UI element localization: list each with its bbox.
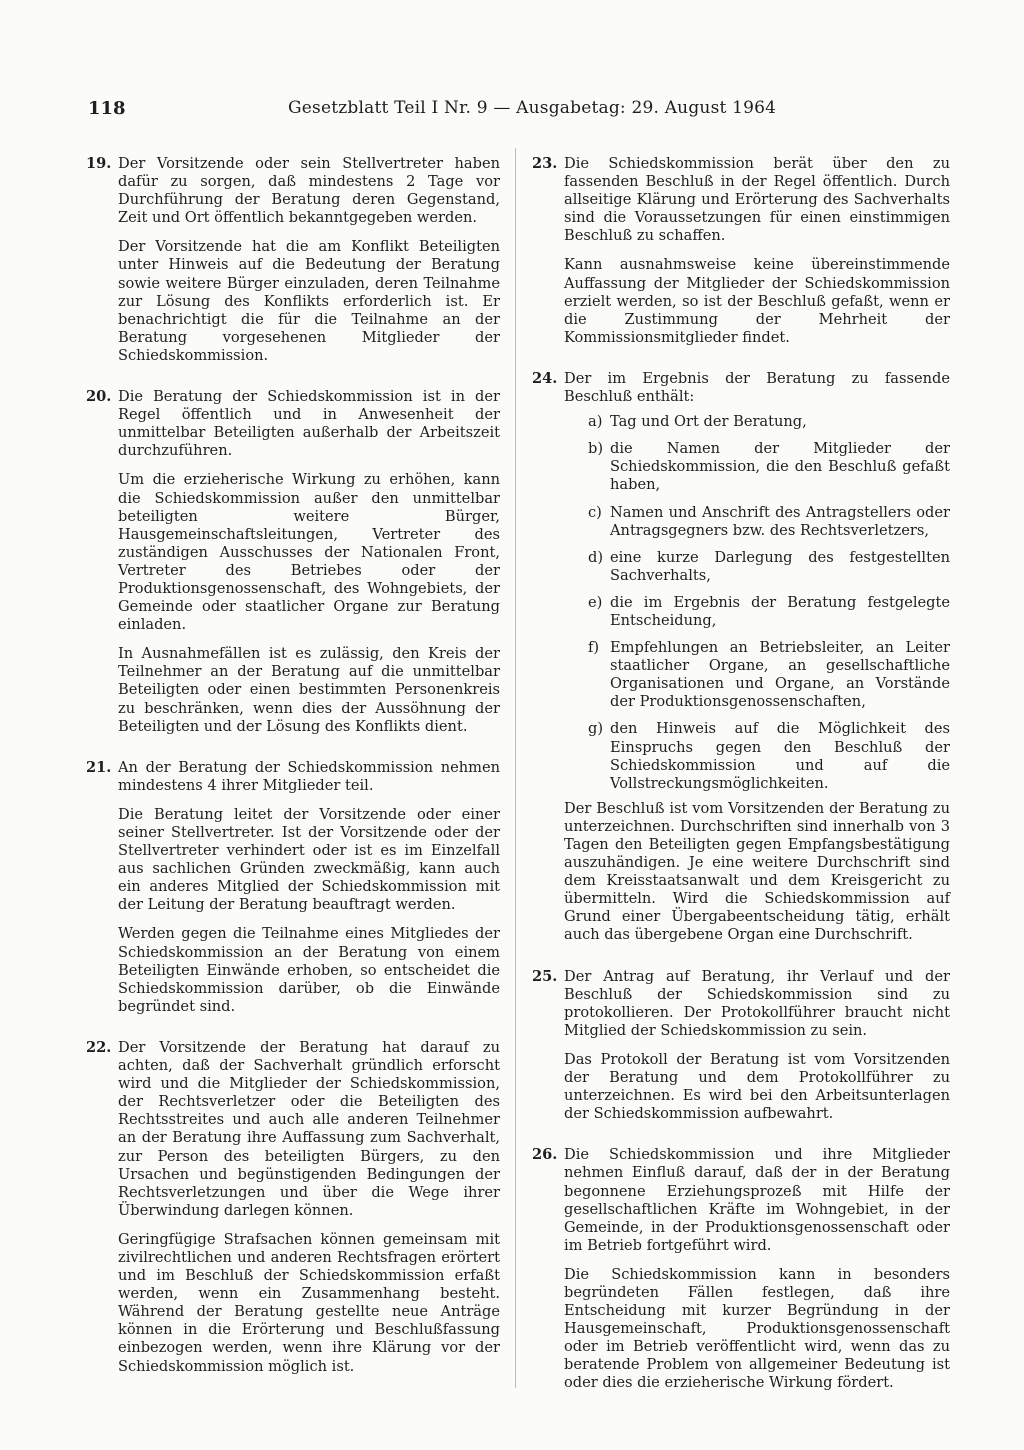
column-divider [515,148,516,1388]
section-paragraph: Die Schiedskommission kann in besonders begründeten Fällen festlegen, daß ihre Entscheidung mit kurzer Begründung in der Hausgemeinschaft, Produktionsgenossenschaft oder im Betrieb veröffentlicht wird, wenn das zu beratende Problem von allgemeiner Bedeutung ist oder dies die erzieherische Wirkung fördert. [564,1265,950,1392]
section-paragraph: Der Vorsitzende oder sein Stellvertreter haben dafür zu sorgen, daß mindestens 2 Tage vor Durchführung der Beratung deren Gegenstand, Zeit und Ort öffentlich bekanntgegeben werden. [118,155,500,227]
section-22 [86,1039,500,1376]
section-paragraph: Die Schiedskommission berät über den zu fassenden Beschluß in der Regel öffentlich. Durch allseitige Klärung und Erörterung des Sachverhalts sind die Voraussetzungen für einen einstimmigen Beschluß zu schaffen. [564,155,950,245]
section-paragraph: Der Beschluß ist vom Vorsitzenden der Beratung zu unterzeichnen. Durchschriften sind innerhalb von 3 Tagen den Beteiligten gegen Empfangsbestätigung auszuhändigen. Je eine weitere Durchschrift sind dem Kreisstaatsanwalt und dem Kreisgericht zu übermitteln. Wird die Schiedskommission auf Grund einer Übergabeentscheidung tätig, erhält auch das übergebene Organ eine Durchschrift. [564,799,950,944]
section-number: 21. [86,758,112,776]
item-text: die Namen der Mitglieder der Schiedskommission, die den Beschluß gefaßt haben, [610,440,950,494]
section-intro: Der im Ergebnis der Beratung zu fassende Beschluß enthält: [564,369,950,406]
section-24 [532,370,950,945]
section-paragraph: Der Antrag auf Beratung, ihr Verlauf und der Beschluß der Schiedskommission sind zu protokollieren. Der Protokollführer braucht nicht Mitglied der Schiedskommission zu sein. [564,967,950,1039]
section-paragraph: An der Beratung der Schiedskommission nehmen mindestens 4 ihrer Mitglieder teil. [118,758,500,794]
section-paragraph: Die Schiedskommission und ihre Mitglieder nehmen Einfluß darauf, daß der in der Beratung begonnene Erziehungsprozeß mit Hilfe der gesellschaftlichen Kräfte im Wohngebiet, in der Gemeinde, in der Produktionsgenossenschaft oder im Betrieb fortgeführt wird. [564,1146,950,1254]
section-23 [532,155,950,347]
section-20 [86,388,500,736]
right-column [532,155,950,1393]
section-number: 20. [86,388,112,406]
section-21 [86,759,500,1016]
item-text: eine kurze Darlegung des festgestellten Sachverhalts, [610,548,950,584]
item-letter: e) [588,593,603,611]
list-item [588,720,950,792]
list-item [588,594,950,630]
section-paragraph: Der Vorsitzende hat die am Konflikt Beteiligten unter Hinweis auf die Bedeutung der Beratung sowie weitere Bürger einzuladen, deren Teilnahme zur Lösung des Konflikts erforderlich ist. Er benachrichtigt die für die Teilnahme an der Beratung vorgesehenen Mitglieder der Schiedskommission. [118,238,500,364]
item-text: Namen und Anschrift des Antragstellers oder Antragsgegners bzw. des Rechtsverletzers, [610,503,950,539]
list-item [588,440,950,494]
item-letter: c) [588,503,602,521]
list-item [588,549,950,585]
section-paragraph: Kann ausnahmsweise keine übereinstimmende Auffassung der Mitglieder der Schiedskommission erzielt werden, so ist der Beschluß gefaßt, wenn er die Zustimmung der Mehrheit der Kommissionsmitglieder findet. [564,256,950,346]
item-text: Tag und Ort der Beratung, [610,413,807,431]
section-paragraph: Die Beratung leitet der Vorsitzende oder einer seiner Stellvertreter. Ist der Vorsitzende oder der Stellvertreter verhindert oder ist es im Einzelfall aus sachlichen Gründen zweckmäßig, kann auch ein anderes Mitglied der Schiedskommission mit der Leitung der Beratung beauftragt werden. [118,805,500,914]
item-list [564,413,950,793]
left-column [86,155,500,1376]
page-number: 118 [88,98,126,119]
section-number: 22. [86,1038,112,1056]
section-paragraph: In Ausnahmefällen ist es zulässig, den Kreis der Teilnehmer an der Beratung auf die unmittelbar Beteiligten oder einen bestimmten Personenkreis zu beschränken, wenn dies der Aussöhnung der Beteiligten und der Lösung des Konflikts dient. [118,645,500,735]
section-number: 19. [86,155,112,172]
page-header [88,98,968,128]
list-item [588,504,950,540]
section-number: 24. [532,369,558,387]
item-text: Empfehlungen an Betriebsleiter, an Leiter staatlicher Organe, an gesellschaftliche Organisationen und Organe, an Vorstände der Produktionsgenossenschaften, [610,639,950,711]
section-paragraph: Werden gegen die Teilnahme eines Mitgliedes der Schiedskommission an der Beratung von einem Beteiligten Einwände erhoben, so entscheidet die Schiedskommission darüber, ob die Einwände begründet sind. [118,925,500,1015]
item-text: die im Ergebnis der Beratung festgelegte Entscheidung, [610,593,950,629]
section-number: 23. [532,155,558,172]
section-number: 26. [532,1146,558,1164]
item-letter: g) [588,720,604,738]
list-item [588,639,950,711]
header-title: Gesetzblatt Teil I Nr. 9 — Ausgabetag: 29. August 1964 [288,98,777,118]
section-number: 25. [532,967,558,985]
item-letter: d) [588,548,604,566]
section-paragraph: Die Beratung der Schiedskommission ist in der Regel öffentlich und in Anwesenheit der unmittelbar Beteiligten außerhalb der Arbeitszeit durchzuführen. [118,388,500,460]
list-item [588,413,950,431]
section-25 [532,968,950,1124]
section-26 [532,1146,950,1392]
item-letter: f) [588,639,600,657]
section-paragraph: Der Vorsitzende der Beratung hat darauf zu achten, daß der Sachverhalt gründlich erforscht wird und die Mitglieder der Schiedskommission, der Rechtsverletzer oder die Beteiligten des Rechtsstreites und auch alle anderen Teilnehmer an der Beratung ihre Auffassung zum Sachverhalt, zur Person des beteiligten Bürgers, zu den Ursachen und begünstigenden Bedingungen der Rechtsverletzungen und über die Wege ihrer Überwindung darlegen können. [118,1038,500,1219]
section-paragraph: Das Protokoll der Beratung ist vom Vorsitzenden der Beratung und dem Protokollführer zu unterzeichnen. Es wird bei den Arbeitsunterlagen der Schiedskommission aufbewahrt. [564,1050,950,1123]
item-letter: b) [588,440,604,458]
section-19 [86,155,500,365]
section-paragraph: Geringfügige Strafsachen können gemeinsam mit zivilrechtlichen und anderen Rechtsfragen erörtert und im Beschluß der Schiedskommission erfaßt werden, wenn ein Zusammenhang besteht. Während der Beratung gestellte neue Anträge können in die Erörterung und Beschlußfassung einbezogen werden, wenn ihre Klärung vor der Schiedskommission möglich ist. [118,1230,500,1375]
section-paragraph: Um die erzieherische Wirkung zu erhöhen, kann die Schiedskommission außer den unmittelbar beteiligten weitere Bürger, Hausgemeinschaftsleitungen, Vertreter des zuständigen Ausschusses der Nationalen Front, Vertreter des Betriebes oder der Produktionsgenossenschaft, des Wohngebiets, der Gemeinde oder staatlicher Organe zur Beratung einladen. [118,471,500,634]
item-text: den Hinweis auf die Möglichkeit des Einspruchs gegen den Beschluß der Schiedskommission und auf die Vollstreckungsmöglichkeiten. [610,720,950,792]
item-letter: a) [588,413,603,431]
